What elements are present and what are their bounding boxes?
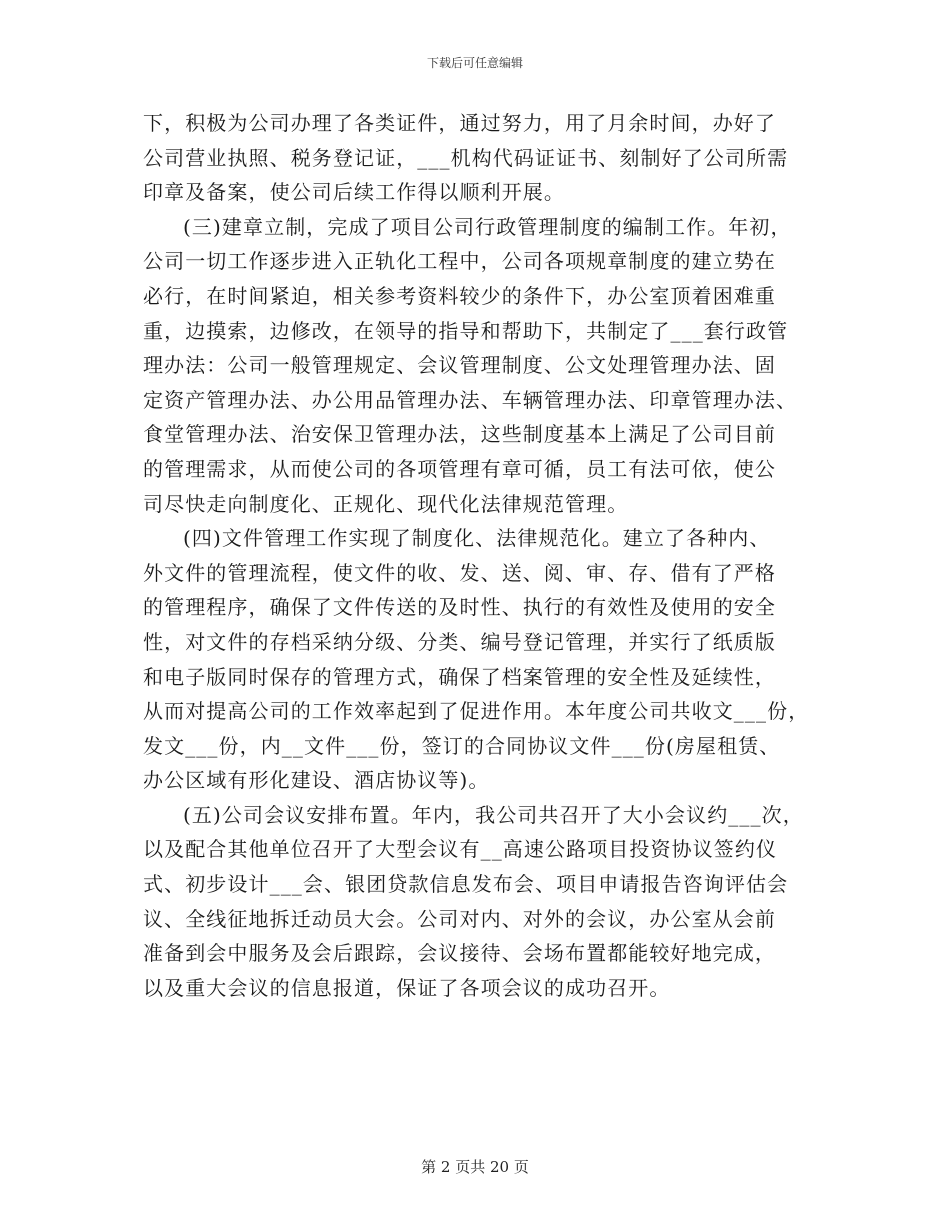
text-line: 食堂管理办法、治安保卫管理办法，这些制度基本上满足了公司目前 — [143, 422, 776, 447]
paragraph-start-section-3: (三)建章立制，完成了项目公司行政管理制度的编制工作。年初， — [183, 214, 792, 239]
text-line: 议、全线征地拆迁动员大会。公司对内、对外的会议，办公室从会前 — [143, 906, 776, 931]
paragraph-start-section-4: (四)文件管理工作实现了制度化、法律规范化。建立了各种内、 — [183, 526, 771, 551]
text-line: 的管理需求，从而使公司的各项管理有章可循，员工有法可依，使公 — [143, 456, 776, 481]
text-line: 办公区域有形化建设、酒店协议等)。 — [143, 768, 490, 793]
text-line: 公司营业执照、税务登记证，___机构代码证证书、刻制好了公司所需 — [143, 145, 789, 170]
text-line: 式、初步设计___会、银团贷款信息发布会、项目申请报告咨询评估会 — [143, 872, 789, 897]
text-line: 司尽快走向制度化、正规化、现代化法律规范管理。 — [143, 491, 629, 516]
text-line: 公司一切工作逐步进入正轨化工程中，公司各项规章制度的建立势在 — [143, 249, 776, 274]
text-line: 定资产管理办法、办公用品管理办法、车辆管理办法、印章管理办法、 — [143, 387, 798, 412]
text-line: 从而对提高公司的工作效率起到了促进作用。本年度公司共收文___份， — [143, 699, 810, 724]
text-line: 必行，在时间紧迫，相关参考资料较少的条件下，办公室顶着困难重 — [143, 283, 776, 308]
text-line: 性，对文件的存档采纳分级、分类、编号登记管理，并实行了纸质版 — [143, 629, 776, 654]
document-body — [143, 106, 813, 1005]
text-line: 和电子版同时保存的管理方式，确保了档案管理的安全性及延续性， — [143, 664, 776, 689]
text-line: 下，积极为公司办理了各类证件，通过努力，用了月余时间，办好了 — [143, 111, 776, 135]
text-line: 的管理程序，确保了文件传送的及时性、执行的有效性及使用的安全 — [143, 595, 776, 620]
text-line: 准备到会中服务及会后跟踪，会议接待、会场布置都能较好地完成， — [143, 941, 776, 966]
text-line: 发文___份，内__文件___份，签订的合同协议文件___份(房屋租赁、 — [143, 733, 781, 758]
text-line: 印章及备案，使公司后续工作得以顺利开展。 — [143, 180, 565, 205]
text-line: 重，边摸索，边修改，在领导的指导和帮助下，共制定了___套行政管 — [143, 318, 789, 343]
text-line: 外文件的管理流程，使文件的收、发、送、阅、审、存、借有了严格 — [143, 560, 776, 585]
page-number-footer: 第 2 页共 20 页 — [421, 1158, 529, 1176]
page-header: 下载后可任意编辑 — [426, 56, 523, 70]
text-line: 以及配合其他单位召开了大型会议有__高速公路项目投资协议签约仪 — [143, 837, 778, 862]
text-line: 以及重大会议的信息报道，保证了各项会议的成功召开。 — [143, 975, 671, 1000]
text-line: 理办法：公司一般管理规定、会议管理制度、公文处理管理办法、固 — [143, 353, 776, 378]
paragraph-start-section-5: (五)公司会议安排布置。年内，我公司共召开了大小会议约___次， — [183, 802, 804, 827]
